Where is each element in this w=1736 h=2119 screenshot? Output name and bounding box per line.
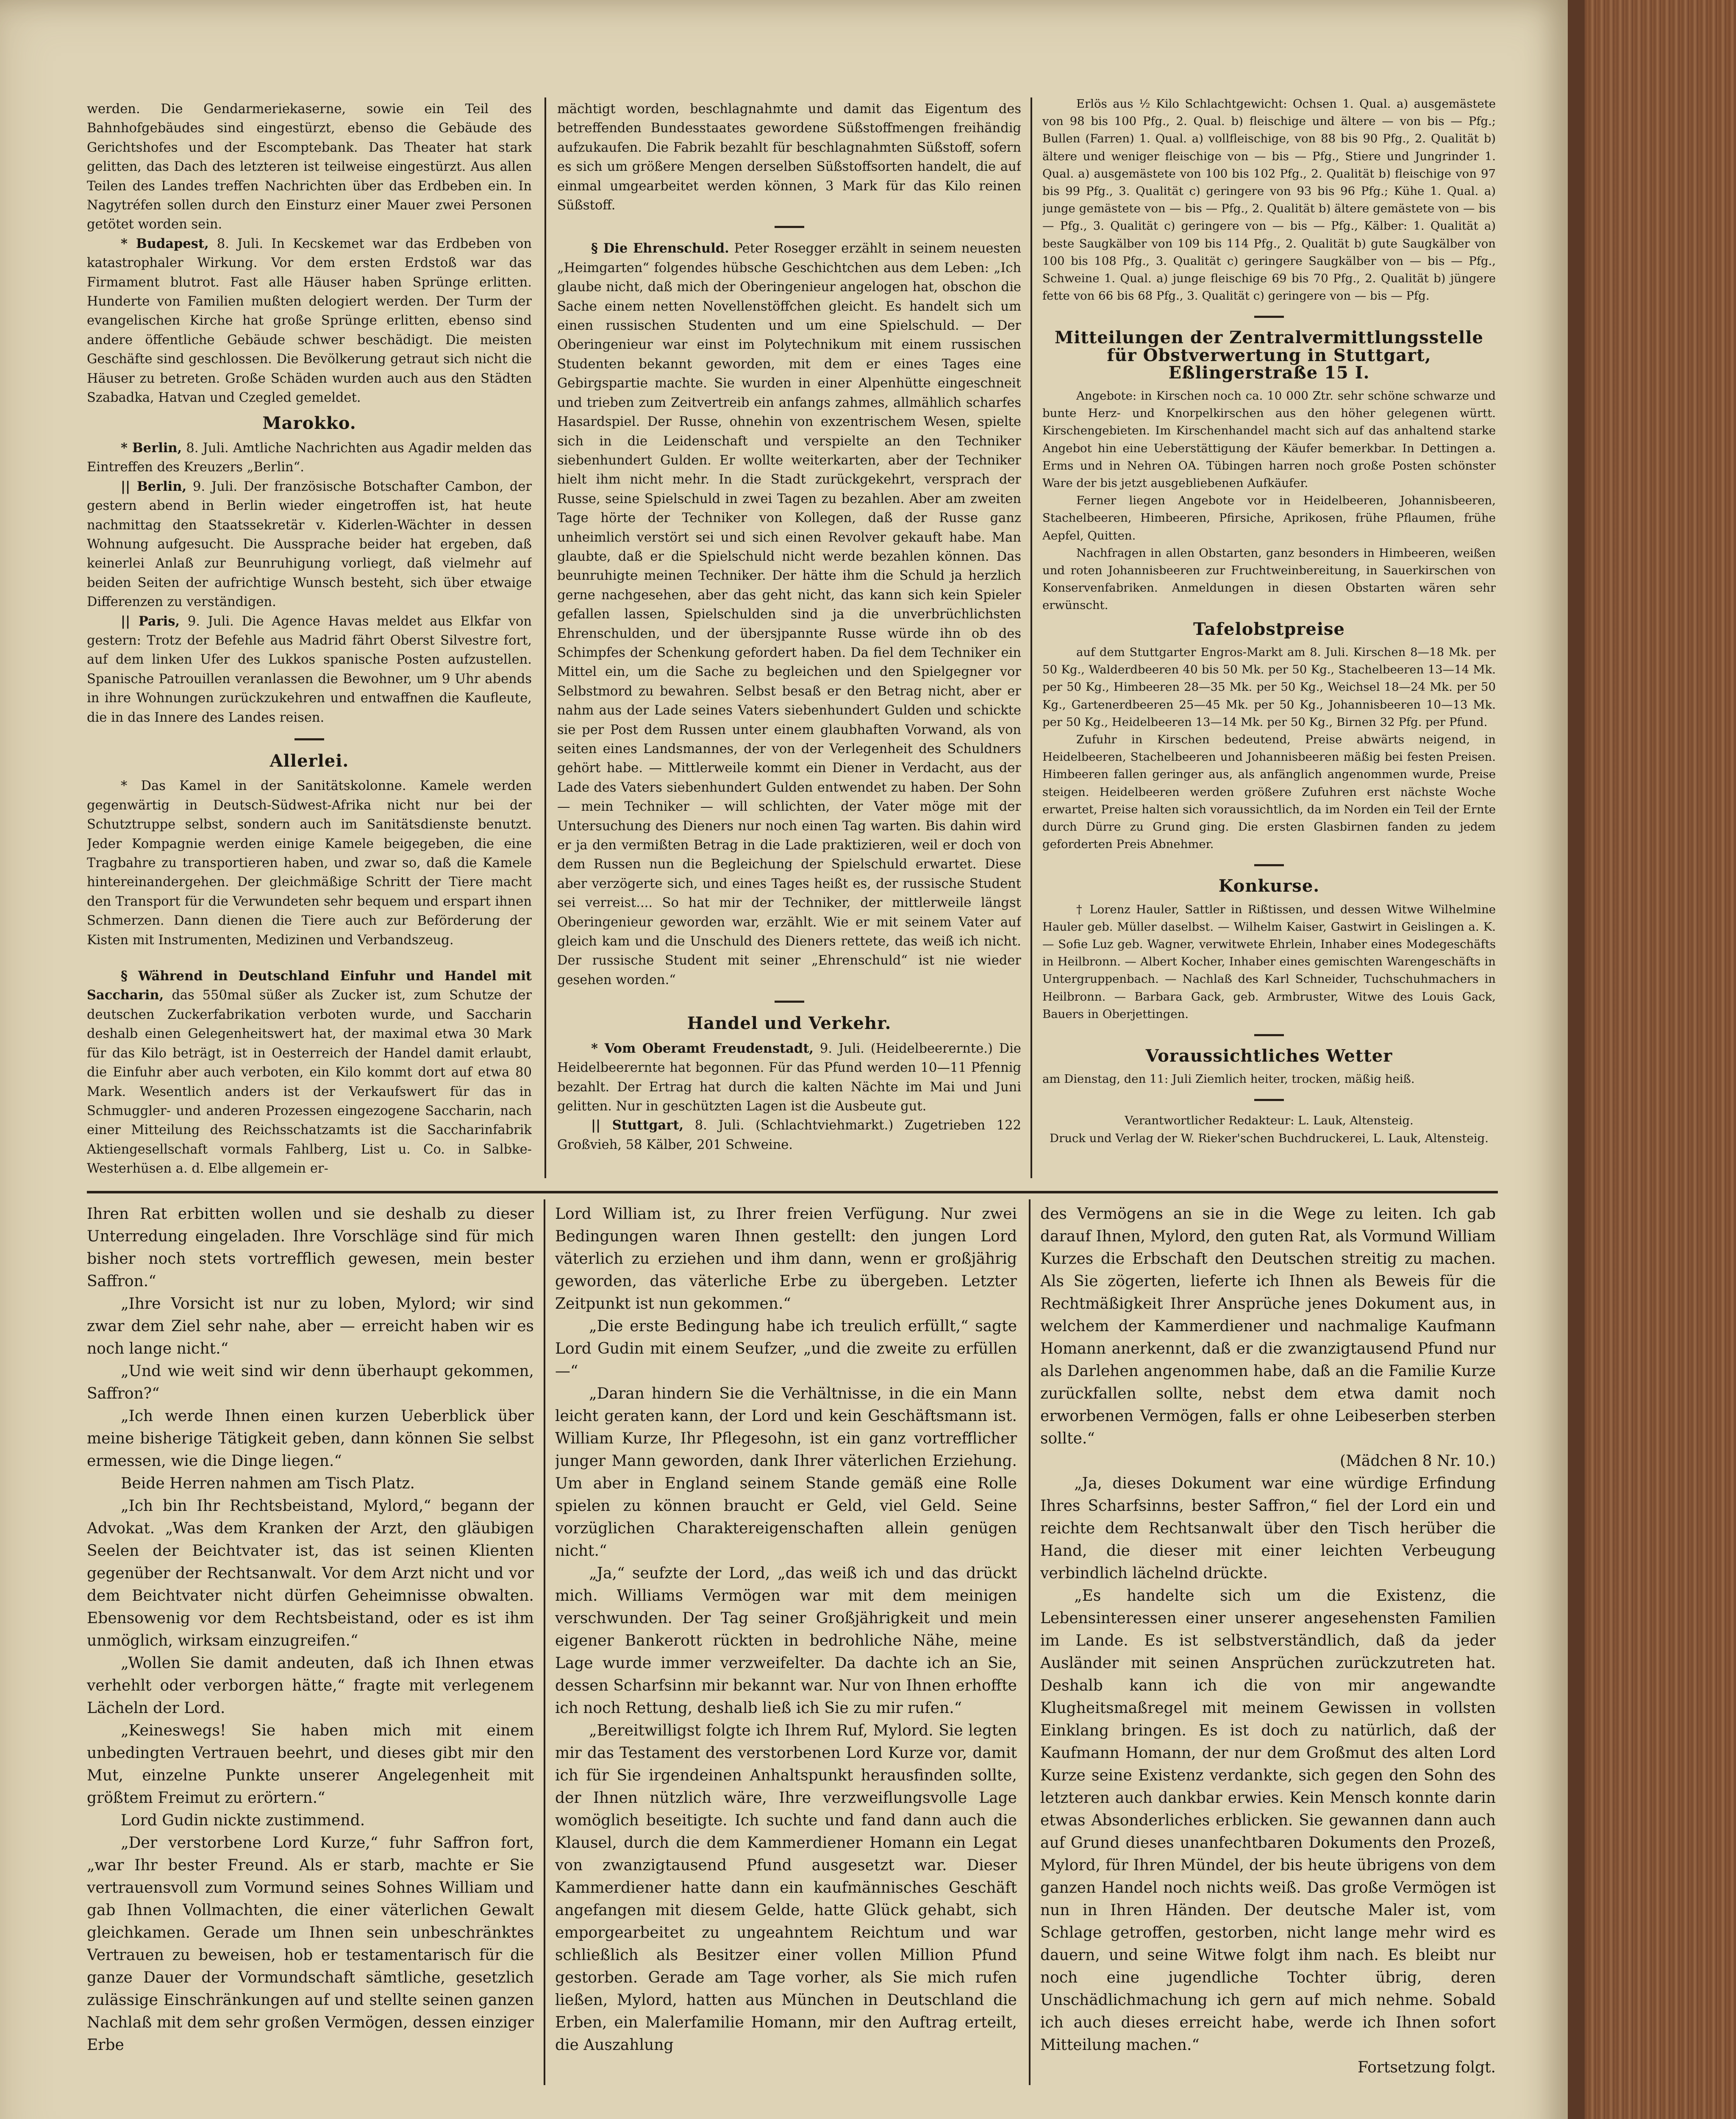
paragraph-text: Nachfragen in allen Obstarten, ganz besonders in Himbeeren, weißen und roten Johannisbeeren zur Fruchtweinbereitung, in Sauerkirschen von Konservenfabriken. Anmeldungen in diesen Obstarten wären sehr erwünscht. <box>1042 546 1496 612</box>
column-rule <box>544 1199 545 2085</box>
bottom-column-2 <box>555 1203 1017 2084</box>
article-paragraph <box>1042 95 1496 305</box>
separator <box>1254 316 1284 318</box>
dateline: * Berlin, <box>121 440 182 456</box>
separator <box>294 738 324 740</box>
paragraph-text: „Ich bin Ihr Rechtsbeistand, Mylord,“ begann der Advokat. „Was dem Kranken der Arzt, den gläubigen Seelen der Beichtvater ist, das ist seinen Klienten gegenüber der Rechtsanwalt. Vor dem Arzt nicht und vor dem Beichtvater nicht dürfen Geheimnisse obwalten. Ebensowenig vor dem Rechtsbeistand, oder es ist ihm unmöglich, wirksam einzugreifen.“ <box>87 1497 534 1649</box>
bottom-column-1 <box>87 1203 534 2084</box>
dateline: * Budapest, <box>121 236 209 251</box>
section-heading: Voraussichtliches Wetter <box>1145 1046 1393 1066</box>
column-rule <box>1029 1199 1030 2085</box>
article-paragraph <box>87 439 532 477</box>
imprint-line: Druck und Verlag der W. Rieker'schen Buchdruckerei, L. Lauk, Altensteig. <box>1050 1131 1489 1145</box>
paragraph-text: 9. Juli. Der französische Botschafter Cambon, der gestern abend in Berlin wieder eingetroffen ist, hat heute nachmittag den Staatssekretär v. Kiderlen-Wächter in dessen Wohnung aufgesucht. Die Aussprache beider hat ergeben, daß keinerlei Anlaß zur Beunruhigung vorliegt, daß vielmehr auf beiden Seiten der aufrichtige Wunsch besteht, sich über etwaige Differenzen zu verständigen. <box>87 479 532 610</box>
paragraph-text: 9. Juli. Die Agence Havas meldet aus Elkfar von gestern: Trotz der Befehle aus Madrid fährt Oberst Silvestre fort, auf dem linken Ufer des Lukkos spanische Posten aufzustellen. Spanische Patrouillen veranlassen die Bewohner, um 9 Uhr abends in ihre Wohnungen zurückzukehren und entwaffnen die Kaufleute, die in das Innere des Landes reisen. <box>87 614 532 725</box>
paragraph-text: „Daran hindern Sie die Verhältnisse, in die ein Mann leicht geraten kann, der Lord und kein Geschäftsmann ist. William Kurze, Ihr Pflegesohn, ist ein ganz vortrefflicher junger Mann geworden, dank Ihrer väterlichen Erziehung. Um aber in England seinem Stande gemäß eine Rolle spielen zu können braucht er Geld, viel Geld. Seine vorzüglichen Charaktereigenschaften allein genügen nicht.“ <box>555 1385 1017 1560</box>
article-paragraph <box>1040 1203 1496 1450</box>
paragraph-text: mächtigt worden, beschlagnahmte und damit das Eigentum des betreffenden Bundesstaates gewordene Süßstoffmengen freihändig aufzukaufen. Die Fabrik bezahlt für beschlagnahmten Süßstoff, sofern es sich um größere Mengen derselben Süßstoffsorten handelt, die auf einmal umgearbeitet werden können, 3 Mark für das Kilo reinen Süßstoff. <box>557 102 1021 213</box>
article-paragraph <box>1042 545 1496 615</box>
article-paragraph <box>1040 1472 1496 1585</box>
article-paragraph <box>87 234 532 408</box>
paragraph-text: Zufuhr in Kirschen bedeutend, Preise abwärts neigend, in Heidelbeeren, Stachelbeeren und Johannisbeeren mäßig bei festen Preisen. Himbeeren fallen geringer aus, als anfänglich angenommen wurde, Preise steigen. Heidelbeeren werden größere Zufuhren erst nächste Woche erwartet, Preise halten sich voraussichtlich, da im Norden ein Teil der Ernte durch Dürre zu Grund ging. Die ersten Glasbirnen fanden zu jedem geforderten Preis Abnehmer. <box>1042 732 1496 851</box>
article-paragraph <box>1042 901 1496 1023</box>
section-heading: Allerlei. <box>269 751 349 771</box>
column-rule <box>1030 97 1032 1178</box>
paragraph-text: „Und wie weit sind wir denn überhaupt gekommen, Saffron?“ <box>87 1363 534 1402</box>
paragraph-text: „Ja,“ seufzte der Lord, „das weiß ich und das drückt mich. Williams Vermögen war mit dem meinigen verschwunden. Der Tag seiner Großjährigkeit und mein eigener Bankerott rückten in bedrohliche Nähe, meine Lage wurde immer verzweifelter. Da dachte ich an Sie, dessen Scharfsinn mir bekannt war. Nur von Ihnen erhoffte ich noch Rettung, deshalb ließ ich Sie zu mir rufen.“ <box>555 1565 1017 1717</box>
article-paragraph <box>557 1039 1021 1116</box>
top-column-1 <box>87 100 532 1182</box>
section-heading: Konkurse. <box>1218 876 1320 896</box>
dateline: || Stuttgart, <box>591 1118 684 1133</box>
article-paragraph <box>1042 644 1496 731</box>
paragraph-text: des Vermögens an sie in die Wege zu leiten. Ich gab darauf Ihnen, Mylord, den guten Rat, als Vormund William Kurzes die Erbschaft den Deutschen streitig zu machen. Als Sie zögerten, lieferte ich Ihnen als Beweis für die Rechtmäßigkeit Ihrer Ansprüche jenes Dokument aus, in welchem der Kammerdiener und nachmalige Kaufmann Homann anerkennt, daß er die zwanzigtausend Pfund nur als Darlehen angenommen habe, daß an die Familie Kurze zurückfallen sollte, nebst dem etwa damit noch erworbenen Vermögen, falls er ohne Leibeserben sterben sollte.“ <box>1040 1205 1496 1447</box>
article-paragraph <box>1042 1071 1496 1088</box>
article-paragraph <box>557 100 1021 215</box>
paragraph-text: am Dienstag, den 11: Juli Ziemlich heiter, trocken, mäßig heiß. <box>1042 1072 1415 1086</box>
article-paragraph <box>87 1203 534 1293</box>
paragraph-text: Erlös aus ½ Kilo Schlachtgewicht: Ochsen 1. Qual. a) ausgemästete von 98 bis 100 Pfg., 2. Qual. b) fleischige und ältere — von bis — Pfg.; Bullen (Farren) 1. Qual. a) vollfleischige, von 88 bis 90 Pfg., 2. Qualität b) ältere und weniger fleischige von — bis — Pfg., Stiere und Jungrinder 1. Qual. a) ausgemästete von 100 bis 102 Pfg., 2. Qualität b) fleischige von 97 bis 99 Pfg., 3. Qualität c) geringere von 93 bis 96 Pfg.; Kühe 1. Qual. a) junge gemästete von — bis — Pfg., 2. Qualität b) ältere gemästete von — bis — Pfg., 3. Qualität c) geringere von — bis — Pfg., Kälber: 1. Qualität a) beste Saugkälber von 109 bis 114 Pfg., 2. Qualität b) gute Saugkälber von 100 bis 108 Pfg., 3. Qualität c) geringere Saugkälber von — bis — Pfg., Schweine 1. Qual. a) junge fleischige 69 bis 70 Pfg., 2. Qualität b) jüngere fette von 66 bis 68 Pfg., 3. Qualität c) geringere von — bis — Pfg. <box>1042 97 1496 303</box>
article-paragraph <box>555 1562 1017 1719</box>
article-paragraph <box>555 1382 1017 1562</box>
paragraph-text: werden. Die Gendarmeriekaserne, sowie ein Teil des Bahnhofgebäudes sind eingestürzt, ebenso die Gebäude des Gerichtshofes und der Escomptebank. Das Theater hat stark gelitten, das Dach des letzteren ist teilweise eingestürzt. Aus allen Teilen des Landes treffen Nachrichten über das Erdbeben ein. In Nagytréfen sollen durch den Einsturz einer Mauer zwei Personen getötet worden sein. <box>87 102 532 232</box>
top-column-2 <box>557 100 1021 1182</box>
paragraph-text: „Ja, dieses Dokument war eine würdige Erfindung Ihres Scharfsinns, bester Saffron,“ fiel der Lord ein und reichte dem Rechtsanwalt über den Tisch herüber die Hand, die dieser mit einer leichten Verbeugung verbindlich lächelnd drückte. <box>1040 1475 1496 1582</box>
paragraph-text: „Ihre Vorsicht ist nur zu loben, Mylord; wir sind zwar dem Ziel sehr nahe, aber — erreicht haben wir es noch lange nicht.“ <box>87 1295 534 1357</box>
paragraph-text: Beide Herren nahmen am Tisch Platz. <box>121 1475 415 1492</box>
article-paragraph <box>555 1203 1017 1315</box>
article-paragraph <box>557 1116 1021 1154</box>
separator <box>775 1001 804 1003</box>
paragraph-text: „Die erste Bedingung habe ich treulich erfüllt,“ sagte Lord Gudin mit einem Seufzer, „und die zweite zu erfüllen —“ <box>555 1318 1017 1380</box>
spacer <box>87 950 532 967</box>
paragraph-text: * Das Kamel in der Sanitätskolonne. Kamele werden gegenwärtig in Deutsch-Südwest-Afrika nicht nur bei der Schutztruppe selbst, sondern auch im Sanitätsdienste benutzt. Jeder Kompagnie werden einige Kamele beigegeben, die eine Tragbahre zu transportieren haben, und zwar so, daß die Kamele hintereinandergehen. Der gleichmäßige Schritt der Tiere macht den Transport für die Verwundeten sehr bequem und erspart ihnen Schmerzen. Dann dienen die Tiere auch zur Beförderung der Kisten mit Instrumenten, Medizinen und Verbandszeug. <box>87 779 532 948</box>
paragraph-text: 9. Juli. (Heidelbeerernte.) Die Heidelbeerernte hat begonnen. Für das Pfund werden 10—11 Pfennig bezahlt. Der Ertrag hat durch die kalten Nächte im Mai und Juni gelitten. Nur in geschützten Lagen ist die Ausbeute gut. <box>557 1041 1021 1114</box>
column-rule <box>544 97 546 1178</box>
paragraph-text: das 550mal süßer als Zucker ist, zum Schutze der deutschen Zuckerfabrikation verboten wurde, und Saccharin deshalb einen Gelegenheitswert hat, der maximal etwa 30 Mark für das Kilo beträgt, ist in Oesterreich der Handel damit erlaubt, die Einfuhr aber auch verboten, ein Kilo kommt dort auf etwa 80 Mark. Wesentlich anders ist der Verkaufswert für das in Schmuggler- und anderen Prozessen eingezogene Saccharin, nach einer Mitteilung des Reichsschatzamts ist die Saccharinfabrik Aktiengesellschaft vormals Fahlberg, List u. Co. in Salbke-Westerhüsen a. d. Elbe allgemein er- <box>87 988 532 1176</box>
article-paragraph <box>87 477 532 612</box>
dateline: || Paris, <box>121 613 180 629</box>
article-paragraph <box>1040 1585 1496 2056</box>
section-heading: Marokko. <box>262 413 356 433</box>
paragraph-text: „Keineswegs! Sie haben mich mit einem unbedingten Vertrauen beehrt, und dieses gibt mir den Mut, einzelne Punkte unserer Angelegenheit mit größtem Freimut zu erörtern.“ <box>87 1722 534 1807</box>
article-paragraph <box>557 239 1021 990</box>
paragraph-text: Lord William ist, zu Ihrer freien Verfügung. Nur zwei Bedingungen waren Ihnen gestellt: den jungen Lord väterlich zu erziehen und ihm dann, wenn er großjährig geworden, das väterliche Erbe zu übergeben. Letzter Zeitpunkt ist nun gekommen.“ <box>555 1205 1017 1313</box>
article-paragraph <box>1042 492 1496 545</box>
article-paragraph <box>555 1719 1017 2056</box>
article-paragraph <box>87 612 532 727</box>
paragraph-text: † Lorenz Hauler, Sattler in Rißtissen, und dessen Witwe Wilhelmine Hauler geb. Müller daselbst. — Wilhelm Kaiser, Gastwirt in Geislingen a. K. — Sofie Luz geb. Wagner, verwitwete Ehrlein, Inhaber eines Modegeschäfts in Heilbronn. — Albert Kocher, Inhaber eines gemischten Warengeschäfts in Untergruppenbach. — Nachlaß des Karl Schneider, Tuchschuhmachers in Heilbronn. — Barbara Gack, geb. Armbruster, Witwe des Louis Gack, Bauers in Oberjettingen. <box>1042 902 1496 1021</box>
paragraph-text: „Wollen Sie damit andeuten, daß ich Ihnen etwas verhehlt oder verborgen hätte,“ fragte mit verlegenem Lächeln der Lord. <box>87 1655 534 1717</box>
section-heading: Tafelobstpreise <box>1193 619 1345 639</box>
dateline: § Während in Deutschland Einfuhr und Handel mit Saccharin, <box>87 968 532 1003</box>
dateline: || Berlin, <box>121 478 187 494</box>
article-paragraph <box>87 1719 534 1809</box>
paragraph-text: Ihren Rat erbitten wollen und sie deshalb zu dieser Unterredung eingeladen. Ihre Vorschläge sind für mich bisher noch stets vortrefflich gewesen, mein bester Saffron.“ <box>87 1205 534 1290</box>
note-line: (Mädchen 8 Nr. 10.) <box>1340 1452 1496 1470</box>
paragraph-text: 8. Juli. Amtliche Nachrichten aus Agadir melden das Eintreffen des Kreuzers „Berlin“. <box>87 440 532 475</box>
paragraph-text: 8. Juli. (Schlachtviehmarkt.) Zugetrieben 122 Großvieh, 58 Kälber, 201 Schweine. <box>557 1118 1021 1152</box>
paragraph-text: Peter Rosegger erzählt in seinem neuesten „Heimgarten“ folgendes hübsche Geschichtchen aus dem Leben: „Ich glaube nicht, daß mich der Oberingenieur angelogen hat, obschon die Sache einem netten Novellenstöffchen gleicht. Es handelt sich um einen russischen Studenten und um eine Spielschuld. — Der Oberingenieur war einst im Polytechnikum mit einem russischen Studenten bekannt geworden, mit dem er eines Tages eine Gebirgspartie machte. Sie wurden in einer Alpenhütte eingeschneit und trieben zum Zeitvertreib ein anfangs zahmes, allmählich scharfes Hasardspiel. Der Russe, ohnehin von exzentrischem Wesen, spielte sich in die Leidenschaft und verspielte an den Techniker siebenhundert Gulden. Er wollte weiterkarten, aber der Techniker hielt ihm nicht mehr. In die Stadt zurückgekehrt, versprach der Russe, seine Spielschuld in zwei Tagen zu bezahlen. Aber am zweiten Tage hörte der Techniker von Kollegen, daß der Russe ganz unheimlich verstört sei und sich einen Revolver gekauft habe. Man glaubte, daß er die Spielschuld nicht werde bezahlen können. Das beunruhigte meinen Techniker. Der hätte ihm die Schuld ja herzlich gerne nachgesehen, aber das geht nicht, das kann sich kein Spieler gefallen lassen, Spielschulden sind ja die unverbrüchlichsten Ehrenschulden, und der übersjpannte Russe würde ihn ob des Schimpfes der Schenkung gefordert haben. Da fiel dem Techniker ein Mittel ein, um die Sache zu begleichen und den Spielgegner vor Selbstmord zu bewahren. Selbst besaß er den Betrag nicht, aber er nahm aus der Lade seines Vaters siebenhundert Gulden und schickte sie per Post dem Russen unter einem glaubhaften Vorwand, als von seiten eines Landsmannes, der von der Verlegenheit des Schuldners gehört habe. — Mittlerweile kommt ein Diener in Verdacht, aus der Lade des Vaters siebenhundert Gulden entwendet zu haben. Der Sohn — mein Techniker — will schlichten, der Vater möge mit der Untersuchung des Dieners nur noch einen Tag warten. Bis dahin wird er ja den vermißten Betrag in die Lade praktizieren, weil er doch von dem Russen nun die Begleichung der Spielschuld erwartet. Diese aber verzögerte sich, und eines Tages heißt es, der russische Student sei verreist.... So hat mir der Techniker, der mittlerweile längst Oberingenieur geworden war, erzählt. Wie er mit seinem Vater auf gleich kam und die Unschuld des Dieners rettete, das weiß ich nicht. Der russische Student mit seiner „Ehrenschuld“ ist nie wieder gesehen worden.“ <box>557 241 1021 987</box>
dateline: * Vom Oberamt Freudenstadt, <box>591 1040 814 1056</box>
paragraph-text: „Es handelte sich um die Existenz, die Lebensinteressen einer unserer angesehensten Familien im Lande. Es ist selbstverständlich, daß da jeder Ausländer mit seinen Ansprüchen zurückzutreten hat. Deshalb kann ich die von mir angewandte Klugheitsmaßregel mit meinem Gewissen in vollsten Einklang bringen. Es ist doch zu natürlich, daß der Kaufmann Homann, der nur dem Großmut des alten Lord Kurze seine Existenz verdankte, sich gegen den Sohn des letzteren auch dankbar erwies. Kein Mensch konnte darin etwas Absonderliches erblicken. Sie gewannen dann auch auf Grund dieses unanfechtbaren Dokuments den Prozeß, Mylord, für Ihren Mündel, der bis heute übrigens von dem ganzen Handel noch nichts weiß. Das große Vermögen ist nun in Ihren Händen. Der deutsche Maler ist, vom Schlage getroffen, gestorben, nicht lange mehr wird es dauern, und seine Witwe folgt ihm nach. Es bleibt nur noch eine jugendliche Tochter übrig, deren Unschädlichmachung ich gern auf mich nehme. Sobald ich auch dieses erreicht habe, werde ich Ihnen sofort Mitteilung machen.“ <box>1040 1587 1496 2054</box>
separator <box>1254 1034 1284 1036</box>
article-paragraph <box>1042 731 1496 853</box>
note-line: Fortsetzung folgt. <box>1358 2059 1496 2076</box>
paragraph-text: auf dem Stuttgarter Engros-Markt am 8. Juli. Kirschen 8—18 Mk. per 50 Kg., Walderdbeeren 40 bis 50 Mk. per 50 Kg., Stachelbeeren 13—14 Mk. per 50 Kg., Himbeeren 28—35 Mk. per 50 Kg., Weichsel 18—24 Mk. per 50 Kg., Gartenerdbeeren 25—45 Mk. per 50 Kg., Johannisbeeren 10—13 Mk. per 50 Kg., Heidelbeeren 13—14 Mk. per 50 Kg., Birnen 32 Pfg. per Pfund. <box>1042 645 1496 729</box>
article-paragraph <box>555 1315 1017 1382</box>
article-paragraph <box>87 1472 534 1495</box>
book-binding <box>1568 0 1736 2119</box>
section-heading: Handel und Verkehr. <box>687 1013 892 1034</box>
article-paragraph <box>87 776 532 950</box>
separator <box>1254 1099 1284 1101</box>
section-heading: Mitteilungen der Zentralvermittlungsstelle für Obstverwertung in Stuttgart, Eßlingerstraße 15 I. <box>1054 328 1484 383</box>
separator <box>775 226 804 228</box>
paragraph-text: „Bereitwilligst folgte ich Ihrem Ruf, Mylord. Sie legten mir das Testament des verstorbenen Lord Kurze vor, damit ich für Sie irgendeinen Anhaltspunkt herausfinden sollte, der Ihnen nützlich wäre, Ihre verzweiflungsvolle Lage womöglich beseitigte. Ich suchte und fand dann auch die Klausel, durch die dem Kammerdiener Homann ein Legat von zwanzigtausend Pfund ausgesetzt war. Dieser Kammerdiener hatte dann ein kaufmännisches Geschäft angefangen mit diesem Gelde, hatte Glück gehabt, sich emporgearbeitet zu ungeahntem Reichtum und war schließlich als Besitzer einer vollen Million Pfund gestorben. Gerade am Tage vorher, als Sie mich rufen ließen, Mylord, hatten aus München in Deutschland die Erben, ein Malerfamilie Homann, mir den Auftrag erteilt, die Auszahlung <box>555 1722 1017 2054</box>
article-paragraph <box>87 100 532 234</box>
paragraph-text: „Der verstorbene Lord Kurze,“ fuhr Saffron fort, „war Ihr bester Freund. Als er starb, machte er Sie vertrauensvoll zum Vormund seines Sohnes William und gab Ihnen Vollmachten, die einer väterlichen Gewalt gleichkamen. Gerade um Ihnen sein unbeschränktes Vertrauen zu beweisen, hob er testamentarisch für die ganze Dauer der Vormundschaft sämtliche, gesetzlich zulässige Einschränkungen auf und stellte seinen ganzen Nachlaß mit dem sehr großen Vermögen, dessen einziger Erbe <box>87 1834 534 2054</box>
dateline: § Die Ehrenschuld. <box>591 241 729 256</box>
top-column-3 <box>1042 95 1496 1178</box>
article-paragraph <box>87 1405 534 1472</box>
bottom-column-3 <box>1040 1203 1496 2084</box>
article-paragraph <box>87 1809 534 1832</box>
article-paragraph <box>87 1652 534 1719</box>
paragraph-text: Lord Gudin nickte zustimmend. <box>121 1812 365 1829</box>
article-paragraph <box>87 967 532 1178</box>
article-paragraph <box>1042 387 1496 492</box>
paragraph-text: Ferner liegen Angebote vor in Heidelbeeren, Johannisbeeren, Stachelbeeren, Himbeeren, Pfirsiche, Aprikosen, frühe Pflaumen, frühe Aepfel, Quitten. <box>1042 494 1496 542</box>
section-divider <box>87 1191 1498 1193</box>
paragraph-text: Angebote: in Kirschen noch ca. 10 000 Ztr. sehr schöne schwarze und bunte Herz- und Knorpelkirschen aus den höher gelegenen württ. Kirschengebieten. Im Kirschenhandel macht sich auf das anhaltend starke Angebot hin eine Ueberstättigung der Käufer bemerkbar. In Dettingen a. Erms und in Nehren OA. Tübingen harren noch große Posten schönster Ware der bis jetzt ausgebliebenen Aufkäufer. <box>1042 389 1496 490</box>
imprint-line: Verantwortlicher Redakteur: L. Lauk, Altensteig. <box>1125 1114 1414 1128</box>
paragraph-text: „Ich werde Ihnen einen kurzen Ueberblick über meine bisherige Tätigkeit geben, dann können Sie selbst ermessen, wie die Dinge liegen.“ <box>87 1407 534 1470</box>
article-paragraph <box>87 1360 534 1405</box>
paragraph-text: 8. Juli. In Kecskemet war das Erdbeben von katastrophaler Wirkung. Vor dem ersten Erdstoß war das Firmament blutrot. Fast alle Häuser haben Sprünge erlitten. Hunderte von Familien mußten delogiert werden. Der Turm der evangelischen Kirche hat große Sprünge erlitten, ebenso sind andere öffentliche Gebäude schwer beschädigt. Die meisten Geschäfte sind geschlossen. Die Bevölkerung getraut sich nicht die Häuser zu betreten. Große Schäden wurden auch aus den Städten Szabadka, Hatvan und Czegled gemeldet. <box>87 236 532 406</box>
article-paragraph <box>87 1495 534 1652</box>
article-paragraph <box>87 1293 534 1360</box>
separator <box>1254 864 1284 866</box>
article-paragraph <box>87 1832 534 2056</box>
